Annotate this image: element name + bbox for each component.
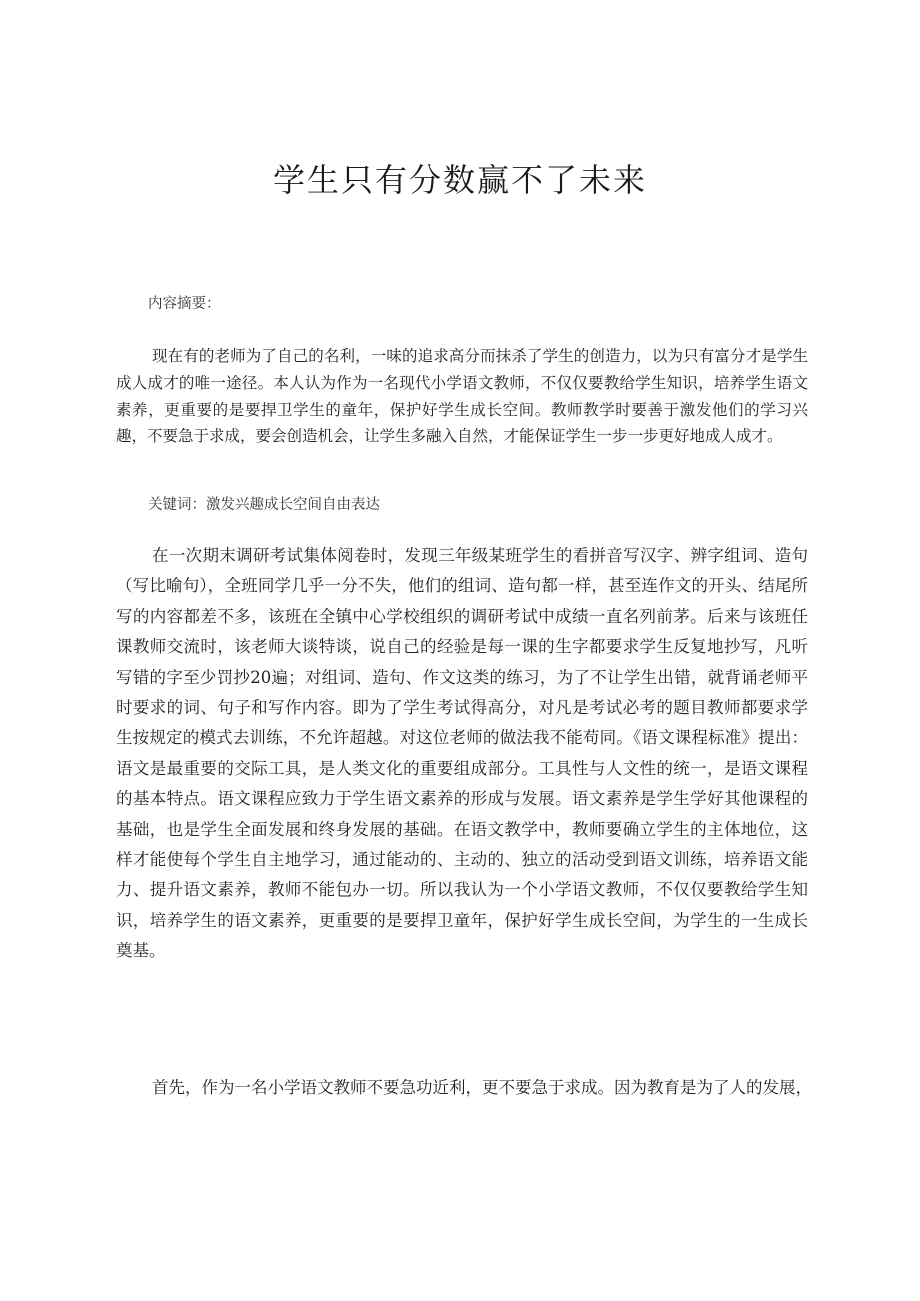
- abstract-paragraph: 现在有的老师为了自己的名利，一味的追求高分而抹杀了学生的创造力，以为只有富分才是学生成人成才的唯一途径。本人认为作为一名现代小学语文教师，不仅仅要教给学生知识，培养学生语文素养，更重要的是要捍卫学生的童年，保护好学生成长空间。教师教学时要善于激发他们的学习兴趣，不要急于求成，要会创造机会，让学生多融入自然，才能保证学生一步一步更好地成人成才。: [116, 347, 808, 446]
- abstract-label: 内容摘要：: [148, 296, 221, 312]
- body-paragraph-2: 首先，作为一名小学语文教师不要急功近利，更不要急于求成。因为教育是为了人的发展，: [152, 1078, 812, 1097]
- page-title: 学生只有分数赢不了未来: [272, 161, 647, 199]
- body-paragraph-1: 在一次期末调研考试集体阅卷时，发现三年级某班学生的看拼音写汉字、辨字组词、造句（写比喻句），全班同学几乎一分不失，他们的组词、造句都一样，甚至连作文的开头、结尾所写的内容都差不多，该班在全镇中心学校组织的调研考试中成绩一直名列前茅。后来与该班任课教师交流时，该老师大谈特谈，说自己的经验是每一课的生字都要求学生反复地抄写，凡听写错的字至少罚抄20遍；对组词、造句、作文这类的练习，为了不让学生出错，就背诵老师平时要求的词、句子和写作内容。即为了学生考试得高分，对凡是考试必考的题目教师都要求学生按规定的模式去训练，不允许超越。对这位老师的做法我不能苟同。《语文课程标准》提出：语文是最重要的交际工具，是人类文化的重要组成部分。工具性与人文性的统一，是语文课程的基本特点。语文课程应致力于学生语文素养的形成与发展。语文素养是学生学好其他课程的基础，也是学生全面发展和终身发展的基础。在语文教学中，教师要确立学生的主体地位，这样才能使每个学生自主地学习，通过能动的、主动的、独立的活动受到语文训练，培养语文能力、提升语文素养，教师不能包办一切。所以我认为一个小学语文教师，不仅仅要教给学生知识，培养学生的语文素养，更重要的是要捍卫童年，保护好学生成长空间，为学生的一生成长奠基。: [116, 546, 808, 961]
- keywords-line: 关键词：激发兴趣成长空间自由表达: [148, 497, 380, 513]
